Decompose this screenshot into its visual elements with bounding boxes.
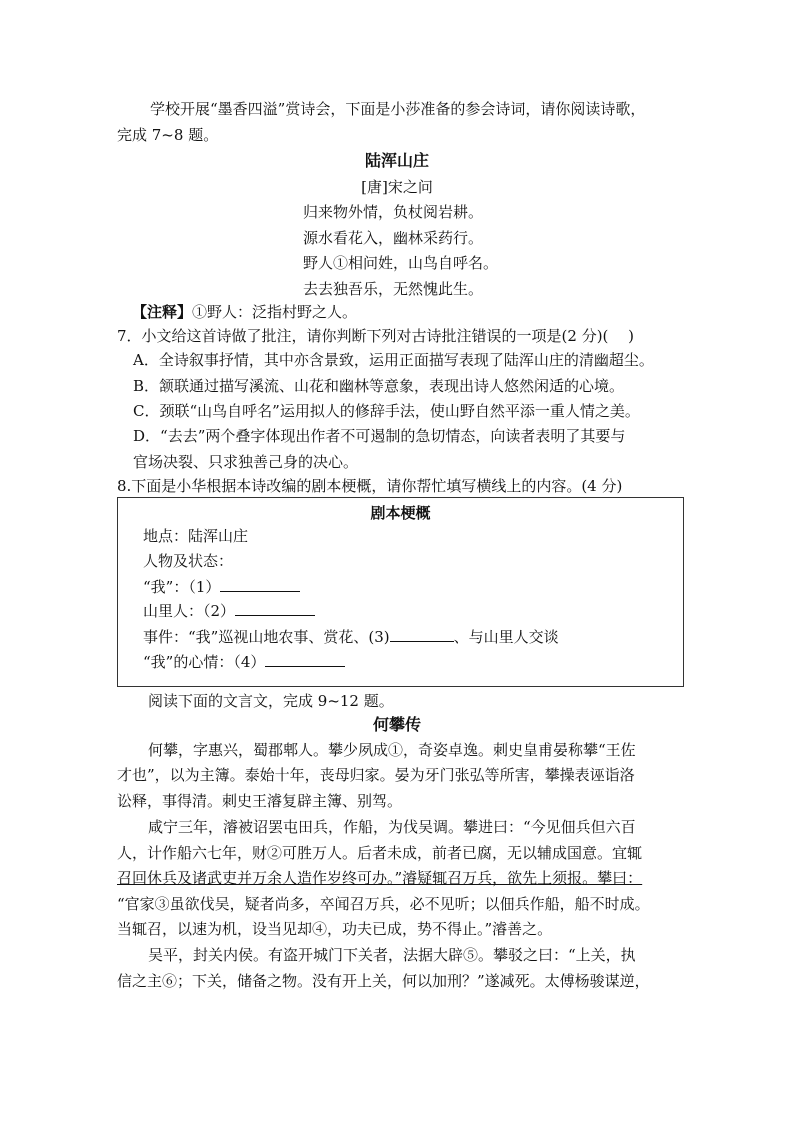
poem-author: [唐]宋之问 [361,178,433,196]
prose-intro: 阅读下面的文言文，完成 9~12 题。 [148,692,394,710]
script-summary-box [117,497,684,687]
poem-line-4: 去去独吾乐，无然愧此生。 [303,280,484,298]
intro-line-1: 学校开展“墨香四溢”赏诗会，下面是小莎准备的参会诗词，请你阅读诗歌， [150,100,646,118]
prose-line-3: 讼释，事得清。刺史王濬复辟主簿、别驾。 [117,792,403,810]
answer-blank-4[interactable] [265,650,345,667]
me-label: “我”：（1） [143,578,221,596]
intro-line-2: 完成 7~8 题。 [117,126,219,144]
answer-blank-3[interactable] [390,625,454,642]
box-event-row [143,625,559,648]
prose-line-9: 吴平，封关内侯。有盗开城门下关者，法据大辟⑤。攀驳之曰：“上关，执 [148,946,636,964]
poem-line-2: 源水看花入，幽林采药行。 [303,229,484,247]
q7-stem: 7．小文给这首诗做了批注，请你判断下列对古诗批注错误的一项是(2 分)( ) [117,327,635,345]
answer-blank-1[interactable] [220,575,300,592]
box-mood-row [143,650,345,673]
box-me-row [143,575,300,598]
prose-line-4: 咸宁三年，濬被诏罢屯田兵，作船，为伐吴调。攀进曰：“今见佃兵但六百 [148,818,636,836]
q7-option-d: D．“去去”两个叠字体现出作者不可遏制的急切情态，向读者表明了其要与 [133,427,626,445]
box-people-label: 人物及状态： [143,552,234,570]
event-prefix: 事件：“我”巡视山地农事、赏花、(3) [143,628,390,646]
prose-line-10: 信之主⑥；下关，储备之物。没有开上关，何以加刑？”遂减死。太傅杨骏谋逆， [117,972,650,990]
prose-line-8: 当辄召，以速为机，设当见却④，功夫已成，势不得止。”濬善之。 [117,920,553,938]
prose-line-7: “官家③虽欲伐吴，疑者尚多，卒闻召万兵，必不见听；以佃兵作船，船不时成。 [117,895,650,913]
poem-line-1: 归来物外情，负杖阅岩耕。 [303,203,484,221]
prose-line-1: 何攀，字惠兴，蜀郡郫人。攀少夙成①，奇姿卓逸。刺史皇甫晏称攀“王佐 [148,741,636,759]
answer-blank-2[interactable] [235,599,315,616]
prose-line-6: 召回休兵及诸武吏并万余人造作岁终可办。”濬疑辄召万兵，欲先上须报。攀曰： [117,869,643,887]
q8-stem: 8.下面是小华根据本诗改编的剧本梗概，请你帮忙填写横线上的内容。(4 分) [117,477,623,495]
mood-label: “我”的心情：（4） [143,653,266,671]
box-place: 地点：陆浑山庄 [143,527,249,545]
poem-line-3: 野人①相问姓，山鸟自呼名。 [303,254,499,272]
q7-option-a: A．全诗叙事抒情，其中亦含景致，运用正面描写表现了陆浑山庄的清幽超尘。 [133,351,654,369]
box-villager-row [143,599,315,622]
prose-line-2: 才也”，以为主簿。泰始十年，丧母归家。晏为牙门张弘等所害，攀操表诬诣洛 [117,766,635,784]
event-suffix: 、与山里人交谈 [453,628,559,646]
note-text: ①野人：泛指村野之人。 [192,303,358,321]
villager-label: 山里人：（2） [143,602,236,620]
prose-title: 何攀传 [372,715,421,734]
box-title: 剧本梗概 [370,504,431,522]
poem-title: 陆浑山庄 [364,151,429,170]
q7-option-d-cont: 官场决裂、只求独善己身的决心。 [133,453,359,471]
q7-option-c: C．颈联“山鸟自呼名”运用拟人的修辞手法，使山野自然平添一重人情之美。 [133,402,640,420]
poem-note [132,301,357,323]
q7-option-b: B．颔联通过描写溪流、山花和幽林等意象，表现出诗人悠然闲适的心境。 [133,377,625,395]
prose-line-5: 人，计作船六七年，财②可胜万人。后者未成，前者已腐，无以辅成国意。宜辄 [117,844,643,862]
note-label: 【注释】 [132,303,193,321]
